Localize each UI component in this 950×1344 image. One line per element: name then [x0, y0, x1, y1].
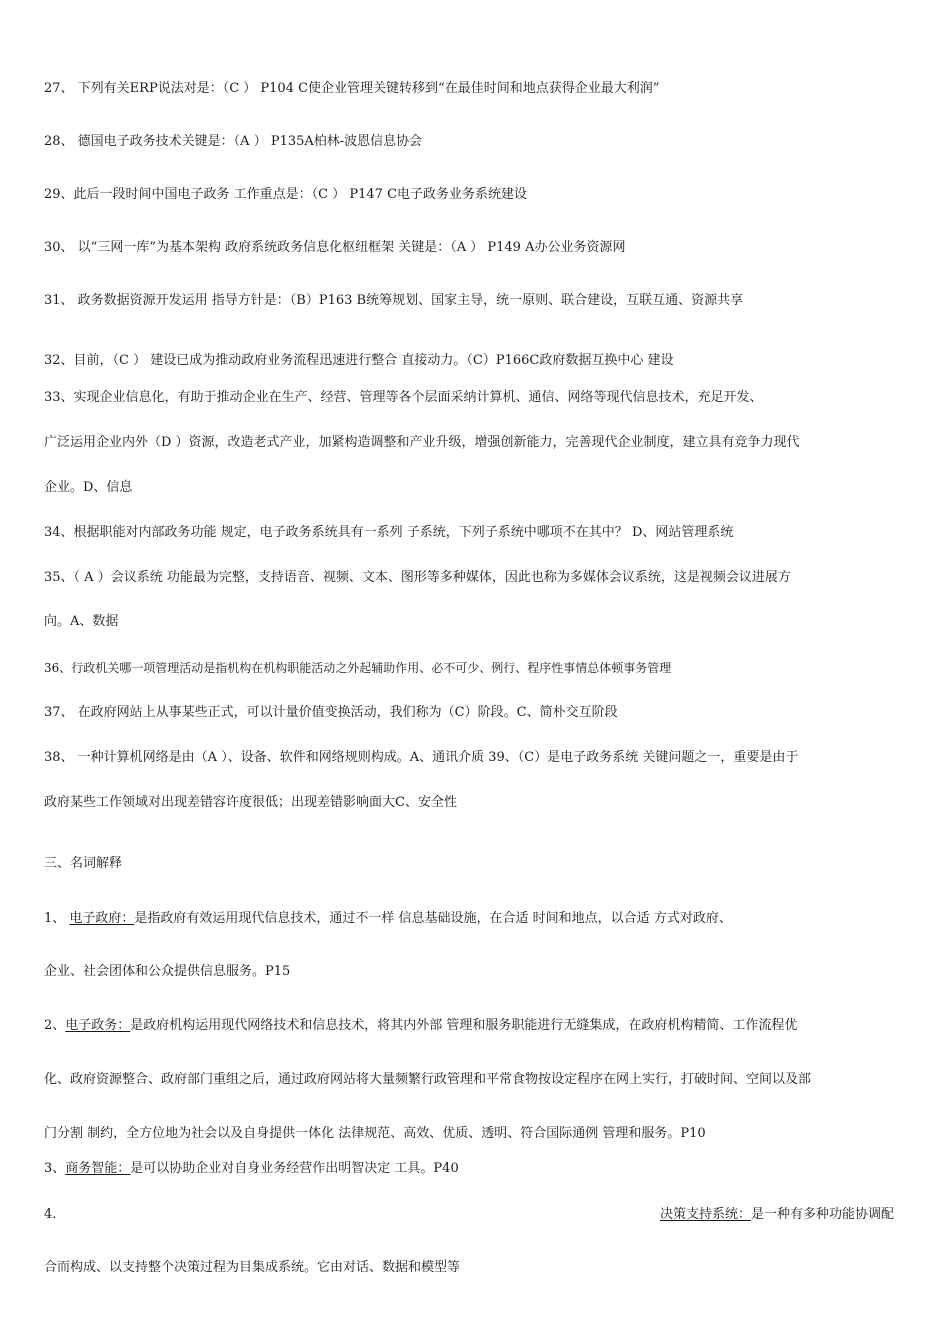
term-4-name: 决策支持系统：	[659, 1207, 751, 1222]
term-2-line-1	[44, 1017, 924, 1035]
question-29: 29、此后一段时间中国电子政务 工作重点是：（C ） P147 C电子政务业务系统建设	[44, 187, 528, 202]
term-4-number: 4.	[44, 1207, 57, 1222]
term-1-line-1	[44, 910, 924, 928]
term-4-right	[660, 1206, 894, 1224]
term-4-definition: 是一种有多种功能协调配	[750, 1207, 894, 1222]
term-1-line-2: 企业、社会团体和公众提供信息服务。P15	[44, 964, 291, 979]
term-2-line-3: 门分割 制约，全方位地为社会以及自身提供一体化 法律规范、高效、优质、透明、符合国际通例 管理和服务。P10	[44, 1126, 706, 1141]
question-37: 37、 在政府网站上从事某些正式，可以计量价值变换活动，我们称为（C）阶段。C、简朴交互阶段	[44, 705, 618, 720]
term-3-definition: 是可以协助企业对自身业务经营作出明智决定 工具。P40	[130, 1161, 459, 1176]
question-38-line-2: 政府某些工作领域对出现差错容许度很低；出现差错影响面大C、安全性	[44, 795, 457, 810]
question-30: 30、 以“三网一库”为基本架构 政府系统政务信息化枢纽框架 关键是：（A ） P149 A办公业务资源网	[44, 240, 626, 255]
question-33-line-3: 企业。D、信息	[44, 480, 133, 495]
section-title: 三、名词解释	[44, 856, 123, 871]
question-35-line-1: 35、（ A ）会议系统 功能最为完整，支持语音、视频、文本、图形等多种媒体，因此也称为多媒体会议系统，这是视频会议进展方	[44, 570, 791, 585]
question-36: 36、行政机关哪一项管理活动是指机构在机构职能活动之外起辅助作用、必不可少、例行、程序性事情总体顿事务管理	[44, 661, 672, 675]
question-38-line-1: 38、 一种计算机网络是由（A ）、设备、软件和网络规则构成。A、通讯介质 39、（C）是电子政务系统 关键问题之一，重要是由于	[44, 750, 799, 765]
question-34: 34、根据职能对内部政务功能 规定，电子政务系统具有一系列 子系统，下列子系统中哪项不在其中？ D、网站管理系统	[44, 525, 734, 540]
term-1-number: 1、	[44, 911, 70, 926]
question-33-line-1: 33、实现企业信息化，有助于推动企业在生产、经营、管理等各个层面采纳计算机、通信、网络等现代信息技术，充足开发、	[44, 390, 763, 405]
term-1-name: 电子政府：	[69, 911, 135, 926]
question-31: 31、 政务数据资源开发运用 指导方针是：（B）P163 B统筹规划、国家主导，统一原则、联合建设，互联互通、资源共享	[44, 293, 744, 308]
question-27: 27、 下列有关ERP说法对是：（C ） P104 C使企业管理关键转移到“在最佳时间和地点获得企业最大利润”	[44, 81, 660, 96]
term-2-definition: 是政府机构运用现代网络技术和信息技术，将其内外部 管理和服务职能进行无缝集成，在政府机构精简、工作流程优	[130, 1018, 798, 1033]
term-3-number: 3、	[44, 1161, 66, 1176]
question-33-line-2: 广泛运用企业内外（D ）资源，改造老式产业，加紧构造调整和产业升级，增强创新能力，完善现代企业制度，建立具有竞争力现代	[44, 435, 800, 450]
term-3-line-1	[44, 1160, 924, 1178]
question-32: 32、目前，（C ） 建设已成为推动政府业务流程迅速进行整合 直接动力。（C）P166C政府数据互换中心 建设	[44, 353, 674, 368]
term-2-number: 2、	[44, 1018, 66, 1033]
term-4-line-1	[44, 1206, 924, 1224]
term-1-definition: 是指政府有效运用现代信息技术，通过不一样 信息基础设施，在合适 时间和地点，以合适 方式对政府、	[134, 911, 732, 926]
term-2-name: 电子政务：	[65, 1018, 131, 1033]
question-28: 28、 德国电子政务技术关键是：（A ） P135A柏林-波恩信息协会	[44, 134, 423, 149]
term-2-line-2: 化、政府资源整合、政府部门重组之后，通过政府网站将大量频繁行政管理和平常食物按设定程序在网上实行，打破时间、空间以及部	[44, 1072, 812, 1087]
term-4-line-2: 合而构成、以支持整个决策过程为目集成系统。它由对话、数据和模型等	[44, 1260, 461, 1275]
question-35-line-2: 向。A、数据	[44, 614, 119, 629]
term-3-name: 商务智能：	[65, 1161, 131, 1176]
